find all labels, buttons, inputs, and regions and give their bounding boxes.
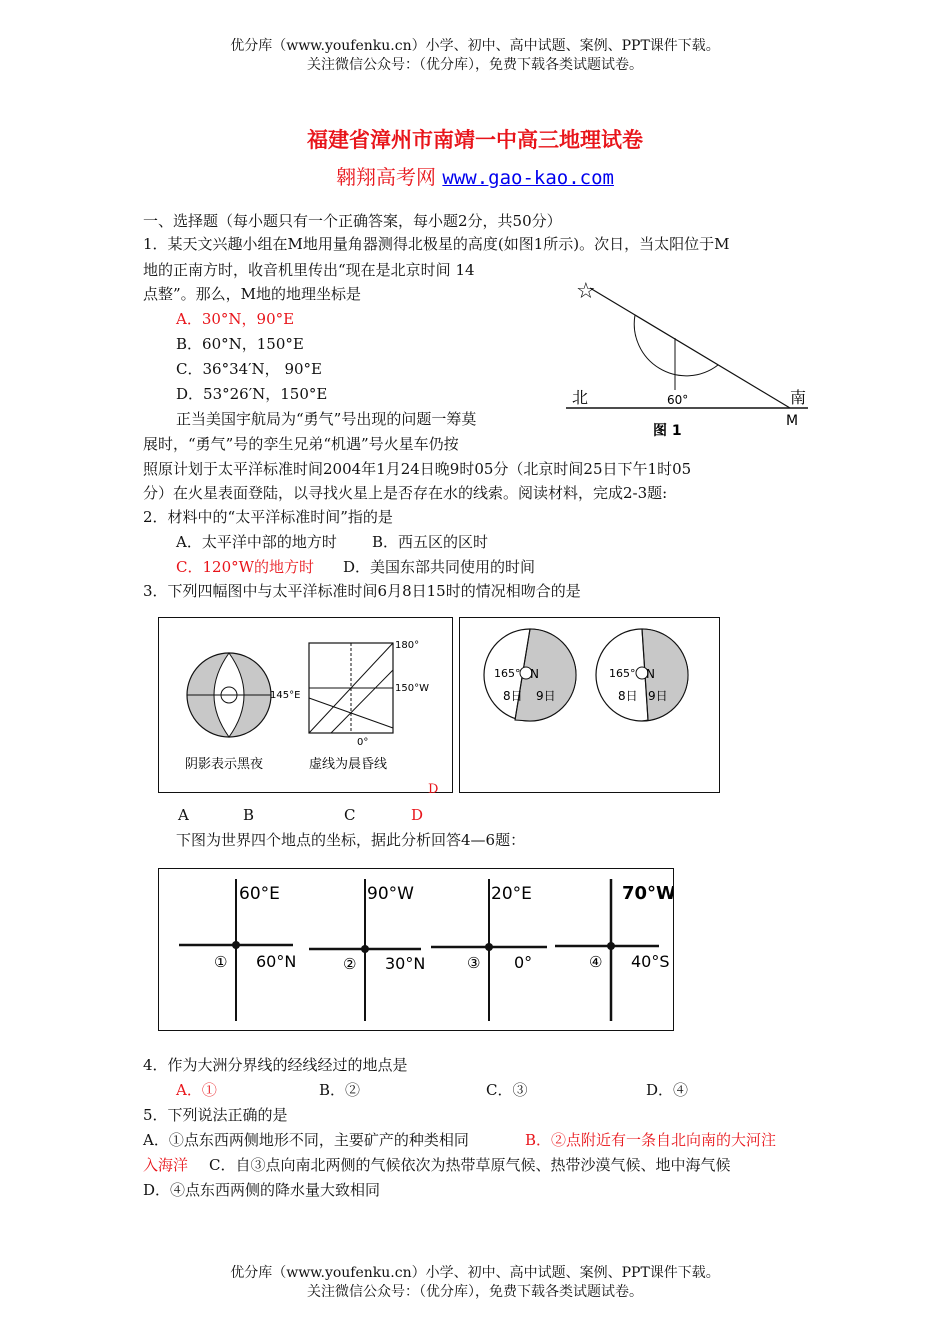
q3-figure-cd [459, 617, 720, 793]
label-180: 180° [395, 640, 420, 651]
coord-3-lat: 0° [514, 953, 533, 972]
label-9day-d: 9日 [648, 689, 668, 703]
q4-stem: 4．作为大洲分界线的经线经过的地点是 [143, 1056, 408, 1074]
q1-stem-3: 点整”。那么，M地的地理坐标是 [143, 285, 362, 303]
protractor-arc [634, 315, 718, 376]
q5-option-b-1: B．②点附近有一条自北向南的大河注 [525, 1131, 777, 1149]
label-north: 北 [572, 388, 589, 407]
caption-b: 虚线为晨昏线 [309, 757, 388, 772]
header-line-1: 优分库（www.youfenku.cn）小学、初中、高中试题、案例、PPT课件下载。 [230, 38, 720, 54]
q1-option-a: A．30°N，90°E [176, 310, 295, 328]
page-subtitle [0, 161, 950, 190]
q1-stem-2: 地的正南方时，收音机里传出“现在是北京时间 14 [143, 261, 475, 279]
coord-1-num: ① [214, 953, 228, 971]
q1-option-d: D．53°26′N，150°E [176, 385, 328, 403]
label-8day-d: 8日 [618, 689, 638, 703]
footer-line-2: 关注微信公众号：（优分库），免费下载各类试题试卷。 [307, 1284, 643, 1300]
coord-1-lon: 60°E [239, 884, 280, 904]
q2-option-d: D．美国东部共同使用的时间 [343, 558, 536, 576]
passage-line-4: 分）在火星表面登陆，以寻找火星上是否存在水的线索。阅读材料，完成2-3题: [143, 484, 668, 502]
label-165-d: 165° [609, 667, 636, 680]
coordinates-figure [158, 868, 674, 1031]
grid-b-diag-2 [331, 670, 393, 733]
coord-cross-1 [179, 879, 296, 1021]
site-link[interactable]: www.gao-kao.com [442, 167, 614, 189]
intro-4-6: 下图为世界四个地点的坐标，据此分析回答4—6题： [176, 831, 526, 849]
coord-2-lat: 30°N [385, 954, 426, 973]
coord-3-lon: 20°E [491, 884, 532, 904]
site-name: 翱翔高考网 [336, 165, 437, 189]
q1-stem-1: 1．某天文兴趣小组在M地用量角器测得北极星的高度(如图1所示)。次日，当太阳位于M [143, 235, 730, 253]
q4-option-a: A．① [176, 1081, 217, 1099]
q1-option-b: B．60°N，150°E [176, 335, 304, 353]
q5-option-b-2: 入海洋 [143, 1156, 189, 1174]
coord-4-num: ④ [589, 953, 603, 971]
coord-4-lat: 40°S [631, 952, 670, 971]
q3-stem: 3．下列四幅图中与太平洋标准时间6月8日15时的情况相吻合的是 [143, 582, 581, 600]
q2-option-b: B．西五区的区时 [372, 533, 489, 551]
q4-option-c: C．③ [486, 1081, 528, 1099]
q5-stem: 5．下列说法正确的是 [143, 1106, 288, 1124]
figure-1-diagram [560, 272, 820, 440]
label-0: 0° [357, 737, 369, 748]
label-9day-c: 9日 [536, 689, 556, 703]
label-angle: 60° [667, 393, 689, 407]
q4-option-d: D．④ [646, 1081, 689, 1099]
q3-label-a: A [178, 806, 189, 824]
label-n-d: N [646, 667, 655, 681]
header-line-2: 关注微信公众号：（优分库），免费下载各类试题试卷。 [307, 57, 643, 73]
label-165-c: 165° [494, 667, 521, 680]
coord-cross-2 [309, 879, 425, 1021]
q4-option-b: B．② [319, 1081, 361, 1099]
q2-option-a: A．太平洋中部的地方时 [176, 533, 337, 551]
caption-a: 阴影表示黑夜 [185, 757, 264, 772]
footer-line-1: 优分库（www.youfenku.cn）小学、初中、高中试题、案例、PPT课件下载。 [230, 1265, 720, 1281]
q3-answer-mark: D [428, 782, 439, 797]
label-145e: 145°E [270, 690, 301, 701]
section-heading: 一、选择题（每小题只有一个正确答案，每小题2分，共50分） [143, 212, 562, 230]
q2-stem: 2．材料中的“太平洋标准时间”指的是 [143, 508, 393, 526]
q3-label-b: B [243, 806, 255, 824]
coord-cross-3 [431, 879, 547, 1021]
polaris-star-icon: ☆ [576, 279, 596, 304]
coordinates-svg [159, 869, 673, 1030]
q5-option-a: A．①点东西两侧地形不同，主要矿产的种类相同 [143, 1131, 469, 1149]
q3-label-d: D [411, 806, 424, 824]
q3-figure-ab-svg [159, 618, 452, 792]
q5-option-c: C．自③点向南北两侧的气候依次为热带草原气候、热带沙漠气候、地中海气候 [209, 1156, 731, 1174]
label-150w: 150°W [395, 683, 429, 694]
coord-2-lon: 90°W [367, 884, 414, 904]
passage-line-2: 展时，“勇气”号的孪生兄弟“机遇”号火星车仍按 [143, 435, 459, 453]
coord-2-num: ② [343, 955, 357, 973]
label-m: M [786, 413, 799, 429]
label-south: 南 [790, 388, 807, 407]
coord-1-lat: 60°N [256, 952, 297, 971]
page-title: 福建省漳州市南靖一中高三地理试卷 [307, 127, 643, 152]
q2-option-c: C．120°W的地方时 [176, 558, 315, 576]
q5-option-d: D．④点东西两侧的降水量大致相同 [143, 1181, 381, 1199]
q3-figure-cd-svg [460, 618, 719, 792]
coord-cross-4 [555, 879, 673, 1021]
coord-3-num: ③ [467, 954, 481, 972]
passage-line-1: 正当美国宇航局为“勇气”号出现的问题一筹莫 [176, 410, 477, 428]
label-n-c: N [530, 667, 539, 681]
q1-option-c: C．36°34′N， 90°E [176, 360, 322, 378]
coord-4-lon: 70°W [622, 883, 673, 904]
q3-figure-ab [158, 617, 453, 793]
passage-line-3: 照原计划于太平洋标准时间2004年1月24日晚9时05分（北京时间25日下午1时05 [143, 460, 692, 478]
sight-line [590, 288, 790, 408]
q3-label-c: C [344, 806, 356, 824]
figure-1-caption: 图 1 [653, 423, 682, 439]
label-8day-c: 8日 [503, 689, 523, 703]
